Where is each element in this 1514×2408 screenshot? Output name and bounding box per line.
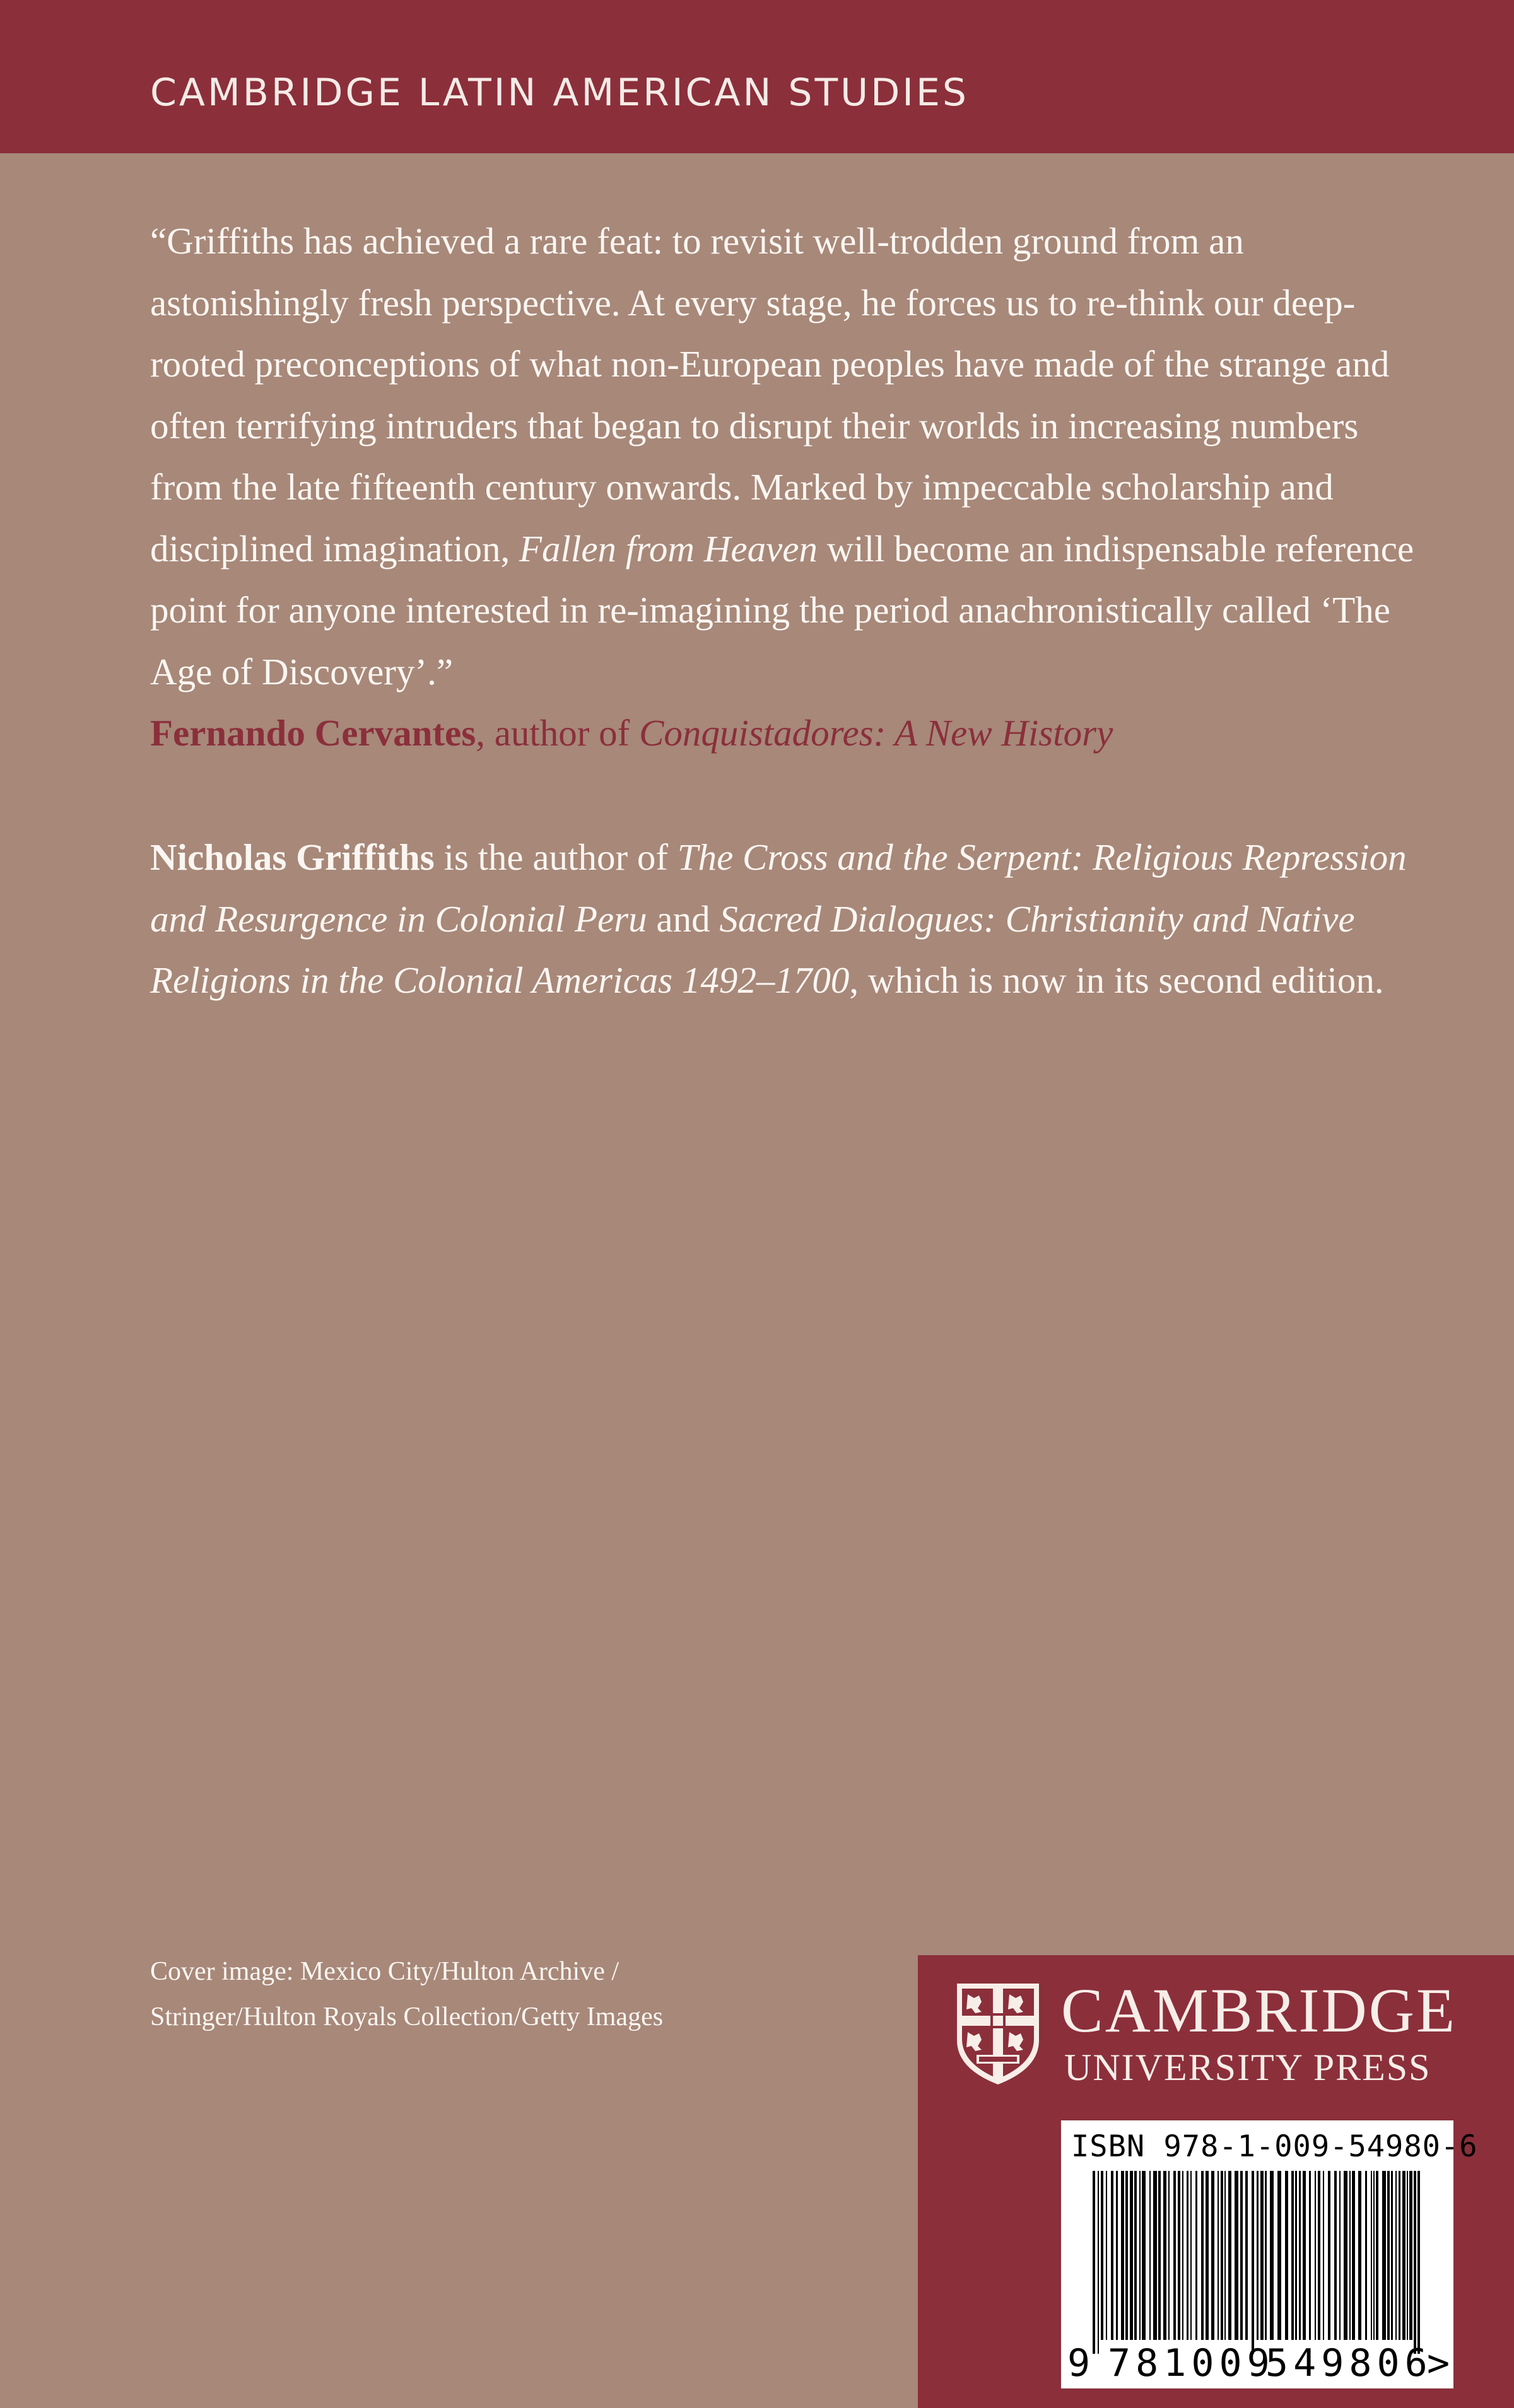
barcode-bar [1365, 2171, 1367, 2340]
barcode-digit-group-1: 781009 [1108, 2341, 1275, 2385]
barcode-bar [1201, 2171, 1204, 2340]
barcode-bar [1163, 2171, 1166, 2340]
barcode-bar [1328, 2171, 1330, 2340]
isbn-barcode [1061, 2120, 1478, 2388]
barcode-bar [1395, 2171, 1397, 2340]
barcode-bar [1106, 2171, 1107, 2340]
barcode-end-marker: > [1427, 2341, 1450, 2385]
barcode-bar [1260, 2171, 1264, 2340]
series-banner [0, 0, 1514, 153]
barcode-bar [1218, 2171, 1219, 2340]
bio-book-1: The Cross and the Serpent: Religious Repression and Resurgence in Colonial Peru [150, 836, 1407, 940]
series-title: CAMBRIDGE LATIN AMERICAN STUDIES [150, 71, 969, 115]
barcode-bar [1153, 2171, 1157, 2340]
barcode-bar [1111, 2171, 1113, 2340]
barcode-bar [1187, 2171, 1188, 2340]
barcode-bar [1228, 2171, 1231, 2340]
barcode-bar [1221, 2171, 1223, 2340]
barcode-bar [1407, 2171, 1408, 2340]
endorser-connector: , author of [476, 712, 630, 754]
author-name: Nicholas Griffiths [150, 836, 435, 878]
quote-text-end: will become an indispensable reference point for anyone interested in re-imagining the period anachronistically called ‘The Age of Discovery’.” [150, 527, 1414, 693]
barcode-bar [1173, 2171, 1176, 2340]
barcode-bar [1235, 2171, 1238, 2340]
barcode-bar [1373, 2171, 1375, 2340]
barcode-bar [1391, 2171, 1393, 2340]
barcode-bar [1149, 2171, 1151, 2340]
barcode-bar [1376, 2171, 1378, 2340]
barcode-bar [1130, 2171, 1133, 2340]
barcode-bar [1299, 2171, 1301, 2340]
bio-text-1: is the author of [443, 836, 668, 878]
barcode-bar [1371, 2171, 1372, 2340]
quote-text-start: “Griffiths has achieved a rare feat: to revisit well-trodden ground from an astonishingly fresh perspective. At every stage, he forces us to re-think our deep-rooted preconceptions of what non-European peoples have made of the strange and often terrifying intruders that began to disrupt their worlds in increasing numbers from the late fifteenth century onwards. Marked by impeccable scholarship and disciplined imagination, [150, 220, 1390, 570]
barcode-bar [1098, 2171, 1099, 2354]
barcode-bar [1178, 2171, 1180, 2340]
barcode-bar [1349, 2171, 1351, 2340]
endorsement-quote [150, 211, 1437, 764]
barcode-bar [1270, 2171, 1274, 2340]
publisher-panel [918, 1955, 1514, 2408]
barcode-bar [1121, 2171, 1124, 2340]
bio-text-2: and [656, 897, 710, 940]
cambridge-crest-icon [954, 1980, 1042, 2088]
bio-text-3: , which is now in its second edition. [849, 959, 1384, 1001]
barcode-bar [1277, 2171, 1281, 2340]
barcode-bar [1409, 2171, 1412, 2340]
quote-book-title: Fallen from Heaven [519, 527, 818, 570]
barcode-bar [1142, 2171, 1146, 2340]
barcode-bar [1206, 2171, 1209, 2340]
cover-image-credit [150, 1949, 844, 2040]
barcode-bar [1339, 2171, 1341, 2340]
barcode-bar [1402, 2171, 1405, 2340]
barcode-bar [1265, 2171, 1267, 2340]
barcode-bar [1240, 2171, 1243, 2340]
barcode-bar [1309, 2171, 1311, 2340]
barcode-bar [1399, 2171, 1400, 2340]
press-subname: UNIVERSITY PRESS [1064, 2047, 1431, 2088]
barcode-bar [1382, 2171, 1386, 2340]
endorser-work: Conquistadores: A New History [639, 712, 1113, 754]
barcode-bar [1334, 2171, 1337, 2340]
bio-book-2: Sacred Dialogues: Christianity and Native Religions in the Colonial Americas 1492–1700 [150, 897, 1355, 1001]
barcode-bar [1318, 2171, 1320, 2340]
barcode-bar [1093, 2171, 1095, 2354]
barcode-bar [1182, 2171, 1183, 2340]
cover-credit-line-1: Cover image: Mexico City/Hulton Archive / [150, 1957, 619, 1986]
barcode-bar [1195, 2171, 1197, 2340]
barcode-bar [1417, 2171, 1420, 2354]
barcode-bar [1139, 2171, 1141, 2340]
barcode-bar [1291, 2171, 1294, 2340]
barcode-bar [1245, 2171, 1248, 2340]
barcode-bar [1190, 2171, 1192, 2340]
barcode-bar [1387, 2171, 1390, 2340]
barcode-bar [1303, 2171, 1306, 2340]
cover-credit-line-2: Stringer/Hulton Royals Collection/Getty Images [150, 2002, 664, 2031]
barcode-bar [1344, 2171, 1347, 2340]
barcode-bar [1211, 2171, 1214, 2340]
press-name: CAMBRIDGE [1061, 1975, 1457, 2045]
barcode-bar [1252, 2171, 1254, 2354]
barcode-first-digit: 9 [1067, 2341, 1091, 2385]
isbn-label: ISBN 978-1-009-54980-6 [1071, 2129, 1478, 2164]
barcode-bar [1257, 2171, 1259, 2340]
barcode-bar [1295, 2171, 1297, 2340]
barcode-bar [1315, 2171, 1316, 2340]
barcode-bar [1323, 2171, 1324, 2340]
barcode-bar [1358, 2171, 1361, 2340]
barcode-bar [1168, 2171, 1170, 2340]
barcode-bar [1125, 2171, 1128, 2340]
barcode-bar [1116, 2171, 1118, 2340]
endorser-name: Fernando Cervantes [150, 712, 476, 754]
barcode-bar [1134, 2171, 1137, 2340]
barcode-bar [1224, 2171, 1226, 2340]
author-bio [150, 827, 1437, 1012]
barcode-digit-group-2: 549806 [1265, 2341, 1433, 2385]
barcode-bar [1414, 2171, 1416, 2354]
barcode-bar [1101, 2171, 1103, 2340]
barcode-bar [1285, 2171, 1288, 2340]
barcode-bar [1158, 2171, 1161, 2340]
barcode-bar [1352, 2171, 1355, 2340]
